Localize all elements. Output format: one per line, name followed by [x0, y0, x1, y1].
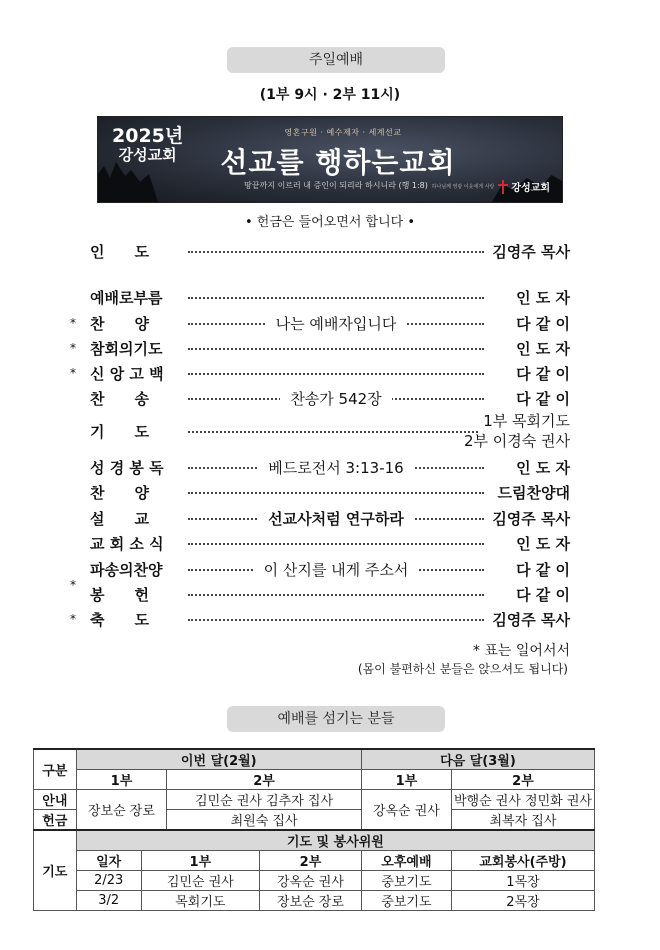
prayer-first: 목회기도 — [141, 891, 259, 911]
order-item-leader: 드림찬양대 — [497, 483, 570, 502]
prayer-evening: 중보기도 — [361, 871, 451, 891]
staff-section-title: 예배를 섬기는 분들 — [227, 706, 445, 732]
prayer-service: 2목장 — [451, 891, 594, 911]
order-item-leader-multi — [464, 411, 570, 451]
dotted-leader — [188, 492, 484, 494]
order-item-detail: 나는 예배자입니다 — [266, 315, 407, 333]
theme-banner — [97, 116, 563, 203]
prayer-date: 3/2 — [76, 891, 141, 911]
order-row — [68, 285, 570, 309]
order-item-detail: 선교사처럼 연구하라 — [258, 510, 414, 528]
order-item-name: 설 교 — [90, 509, 149, 528]
order-row — [68, 557, 570, 581]
standing-marker: * — [70, 612, 76, 626]
order-row — [68, 311, 570, 335]
order-item-leader: 인 도 자 — [516, 458, 570, 477]
this-service2-guide: 김민순 권사 김추자 집사 — [167, 790, 362, 810]
prayer-col-2: 2부 — [260, 851, 362, 871]
dotted-leader — [188, 619, 484, 621]
service-times: (1부 9시 · 2부 11시) — [259, 87, 401, 103]
order-row — [68, 506, 570, 530]
standing-marker: * — [70, 578, 76, 592]
offering-note: • 헌금은 들어오면서 합니다 • — [244, 215, 415, 230]
order-row — [68, 607, 570, 631]
order-item-name: 기 도 — [90, 422, 149, 441]
prayer-date: 2/23 — [76, 871, 141, 891]
order-item-leader: 인 도 자 — [516, 288, 570, 307]
prayer-first: 김민순 권사 — [141, 871, 259, 891]
order-item-name: 신 앙 고 백 — [90, 364, 164, 383]
dotted-leader — [188, 251, 484, 253]
standing-marker: * — [70, 366, 76, 380]
banner-year-block — [112, 127, 183, 165]
order-item-name: 찬 양 — [90, 483, 149, 502]
order-row — [68, 531, 570, 555]
prayer-col-service: 교회봉사(주방) — [451, 851, 594, 871]
order-item-leader: 김영주 목사 — [492, 242, 570, 261]
order-item-name: 파송의찬양 — [90, 560, 163, 579]
dotted-leader — [188, 297, 484, 299]
order-row — [68, 412, 570, 450]
order-item-leader: 인 도 자 — [516, 339, 570, 358]
dotted-leader — [188, 431, 478, 433]
next-service2-offering: 최복자 집사 — [451, 810, 594, 831]
this-service1-staff: 장보순 장로 — [76, 790, 167, 831]
next-month-header: 다음 달(3월) — [361, 749, 594, 770]
standing-marker: * — [70, 316, 76, 330]
prayer-col-date: 일자 — [76, 851, 141, 871]
order-row — [68, 386, 570, 410]
logo-name: 강성교회 — [511, 183, 550, 194]
next-service1-staff: 강옥순 권사 — [361, 790, 451, 831]
order-item-name: 성 경 봉 독 — [90, 458, 164, 477]
church-logo — [432, 179, 550, 194]
cross-icon — [498, 180, 508, 194]
order-item-detail-wrap — [188, 313, 484, 334]
footnote-seated: (몸이 불편하신 분들은 앉으셔도 됩니다) — [357, 662, 568, 676]
order-item-name: 축 도 — [90, 610, 149, 629]
order-item-leader: 다 같 이 — [516, 585, 570, 604]
banner-year: 2025년 — [112, 125, 184, 147]
dotted-leader — [188, 348, 484, 350]
order-item-name: 봉 헌 — [90, 585, 149, 604]
worship-title: 주일예배 — [227, 47, 445, 73]
logo-tagline: 하나님께 영광 이웃에게 사랑 — [431, 183, 495, 190]
order-row — [68, 480, 570, 504]
order-item-leader: 김영주 목사 — [492, 509, 570, 528]
this-service1: 1부 — [76, 770, 167, 790]
standing-marker: * — [70, 341, 76, 355]
order-item-detail: 찬송가 542장 — [280, 390, 391, 408]
dotted-leader — [188, 594, 484, 596]
staff-table — [33, 748, 595, 911]
banner-motto: 영혼구원 · 예수제자 · 세계선교 — [284, 128, 402, 137]
order-item-leader: 다 같 이 — [516, 314, 570, 333]
order-item-leader: 인 도 자 — [516, 534, 570, 553]
order-item-name: 예배로부름 — [90, 288, 163, 307]
order-item-name: 참회의기도 — [90, 339, 163, 358]
col-label: 구분 — [34, 749, 77, 790]
order-row — [68, 361, 570, 385]
next-service2: 2부 — [451, 770, 594, 790]
prayer-second: 장보순 장로 — [260, 891, 362, 911]
banner-theme: 선교를 행하는교회 — [220, 146, 456, 179]
order-item-name: 교 회 소 식 — [90, 534, 164, 553]
offering-label: 헌금 — [34, 810, 77, 831]
order-row — [68, 239, 570, 263]
order-item-leader: 김영주 목사 — [492, 610, 570, 629]
order-item-leader-line1: 1부 목회기도 — [483, 412, 570, 430]
order-item-name: 인 도 — [90, 242, 149, 261]
order-item-name: 찬 송 — [90, 389, 149, 408]
order-item-leader-line2: 2부 이경숙 권사 — [463, 432, 570, 450]
footnote-standing: * 표는 일어서서 — [472, 643, 570, 659]
prayer-second: 강옥순 권사 — [260, 871, 362, 891]
prayer-service: 1목장 — [451, 871, 594, 891]
order-item-detail: 베드로전서 3:13-16 — [258, 459, 413, 477]
order-item-detail-wrap — [188, 508, 484, 529]
prayer-evening: 중보기도 — [361, 891, 451, 911]
order-item-detail-wrap — [188, 388, 484, 409]
prayer-label: 기도 — [34, 830, 77, 911]
banner-church: 강성교회 — [118, 146, 177, 164]
prayer-header: 기도 및 봉사위원 — [76, 830, 594, 851]
next-service2-guide: 박행순 권사 정민화 권사 — [451, 790, 594, 810]
order-row — [68, 582, 570, 606]
order-item-detail: 이 산지를 내게 주소서 — [254, 561, 419, 579]
this-service2-offering: 최원숙 집사 — [167, 810, 362, 831]
order-row — [68, 455, 570, 479]
prayer-col-evening: 오후예배 — [361, 851, 451, 871]
prayer-col-1: 1부 — [141, 851, 259, 871]
order-item-detail-wrap — [188, 559, 484, 580]
this-month-header: 이번 달(2월) — [76, 749, 361, 770]
order-item-leader: 다 같 이 — [516, 364, 570, 383]
banner-verse: 땅끝까지 이르러 내 증인이 되리라 하시니라 (행 1:8) — [244, 181, 428, 190]
guide-label: 안내 — [34, 790, 77, 810]
dotted-leader — [188, 373, 484, 375]
order-item-detail-wrap — [188, 457, 484, 478]
this-service2: 2부 — [167, 770, 362, 790]
next-service1: 1부 — [361, 770, 451, 790]
order-item-leader: 다 같 이 — [516, 389, 570, 408]
dotted-leader — [188, 543, 484, 545]
order-row — [68, 336, 570, 360]
order-item-leader: 다 같 이 — [516, 560, 570, 579]
order-item-name: 찬 양 — [90, 314, 149, 333]
